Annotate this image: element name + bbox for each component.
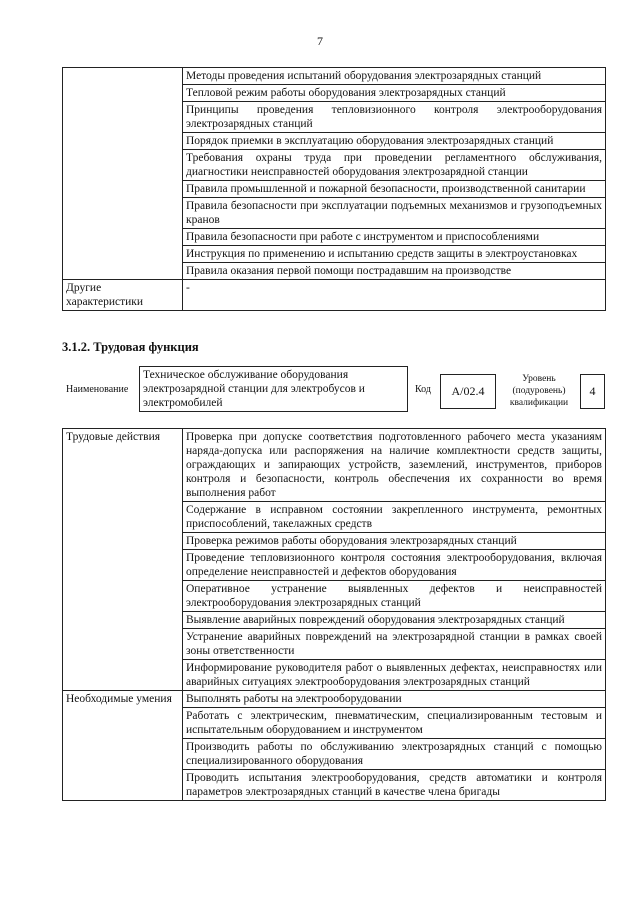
- knowledge-item: Правила оказания первой помощи пострадавшим на производстве: [183, 263, 606, 280]
- other-characteristics-value: -: [183, 280, 606, 311]
- skill-item: Проводить испытания электрооборудования, средств автоматики и контроля параметров электрозарядных станций в качестве члена бригады: [183, 770, 606, 801]
- skill-item: Производить работы по обслуживанию электрозарядных станций с помощью специализированного оборудования: [183, 739, 606, 770]
- action-item: Выявление аварийных повреждений оборудования электрозарядных станций: [183, 612, 606, 629]
- knowledge-label-cell: [63, 68, 183, 280]
- action-item: Проверка при допуске соответствия подготовленного рабочего места указаниям наряда-допуска или распоряжения на наличие комплектности средств защиты, ограждающих и запирающих устройств, заземлений, инструментов, приборов контроля и безопасности, контроль обеспечения их сохранности во время выполнения работ: [183, 429, 606, 502]
- name-value-box: [139, 366, 408, 412]
- action-item: Проверка режимов работы оборудования электрозарядных станций: [183, 533, 606, 550]
- section-heading: 3.1.2. Трудовая функция: [62, 340, 199, 354]
- actions-label: Трудовые действия: [63, 429, 183, 691]
- knowledge-item: Инструкция по применению и испытанию средств защиты в электроустановках: [183, 246, 606, 263]
- code-label: Код: [415, 384, 431, 395]
- knowledge-item: Требования охраны труда при проведении регламентного обслуживания, диагностики неисправностей оборудования электрозарядной станции: [183, 150, 606, 181]
- action-item: Информирование руководителя работ о выявленных дефектах, неисправностях или аварийных ситуациях электрооборудования электрозарядных станций: [183, 660, 606, 691]
- level-label: Уровень (подуровень) квалификации: [509, 374, 569, 408]
- knowledge-item: Правила безопасности при работе с инструментом и приспособлениями: [183, 229, 606, 246]
- knowledge-item: Правила безопасности при эксплуатации подъемных механизмов и грузоподъемных кранов: [183, 198, 606, 229]
- knowledge-item: Правила промышленной и пожарной безопасности, производственной санитарии: [183, 181, 606, 198]
- knowledge-item: Тепловой режим работы оборудования электрозарядных станций: [183, 85, 606, 102]
- knowledge-item: Порядок приемки в эксплуатацию оборудования электрозарядных станций: [183, 133, 606, 150]
- level-value: 4: [580, 374, 605, 409]
- skills-label: Необходимые умения: [63, 691, 183, 801]
- knowledge-item: Методы проведения испытаний оборудования электрозарядных станций: [183, 68, 606, 85]
- name-label: Наименование: [66, 384, 129, 395]
- action-item: Устранение аварийных повреждений на электрозарядной станции в рамках своей зоны ответственности: [183, 629, 606, 660]
- knowledge-table: [62, 67, 606, 311]
- name-value: Техническое обслуживание оборудования электрозарядной станции для электробусов и электромобилей: [143, 369, 365, 409]
- other-characteristics-label: Другие характеристики: [63, 280, 183, 311]
- skill-item: Работать с электрическим, пневматическим, специализированным тестовым и испытательным оборудованием и инструментом: [183, 708, 606, 739]
- page-number: 7: [317, 34, 323, 48]
- action-item: Оперативное устранение выявленных дефектов и неисправностей электрооборудования электрозарядных станций: [183, 581, 606, 612]
- skill-item: Выполнять работы на электрооборудовании: [183, 691, 606, 708]
- knowledge-item: Принципы проведения тепловизионного контроля электрооборудования электрозарядных станций: [183, 102, 606, 133]
- action-item: Содержание в исправном состоянии закрепленного инструмента, ремонтных приспособлений, такелажных средств: [183, 502, 606, 533]
- code-value: А/02.4: [440, 374, 496, 409]
- function-table: [62, 428, 606, 801]
- action-item: Проведение тепловизионного контроля состояния электрооборудования, включая определение неисправностей и дефектов оборудования: [183, 550, 606, 581]
